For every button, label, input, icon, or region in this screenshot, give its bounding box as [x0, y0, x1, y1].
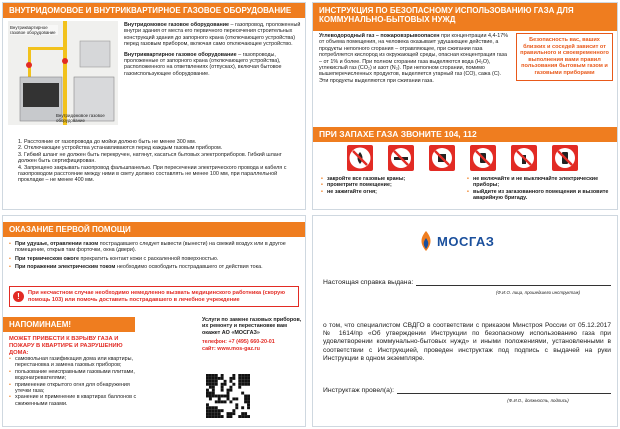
equipment-rules	[11, 139, 301, 184]
instruction-warning: Безопасность вас, ваших близких и соседей зависит от правильного и своевременного выполнения вами правил пользования бытовым газом и газовыми приборами	[516, 33, 613, 81]
instruction-panel	[312, 2, 618, 210]
reminder-title: НАПОМИНАЕМ!	[3, 317, 135, 332]
first-aid-alert: При несчастном случае необходимо немедленно вызвать медицинского работника (скорую помощь 103) или помочь доставить пострадавшего в лечебное учреждение	[28, 290, 286, 303]
definition-indoor-text: – газопроводы, проложенные от запорного крана (отключающего устройства), расположенного на ответвлениях (отпусках), включая бытовое газоиспользующее оборудование.	[124, 51, 282, 77]
first-aid-item-text: пострадавшего следует вывести (вынести) на свежий воздух или в другое помещение, открыв там форточки, окна (двери).	[15, 241, 286, 254]
instruction-title: ИНСТРУКЦИЯ ПО БЕЗОПАСНОМУ ИСПОЛЬЗОВАНИЮ ГАЗА ДЛЯ КОММУНАЛЬНО-БЫТОВЫХ НУЖД	[313, 3, 617, 31]
certificate-panel	[312, 215, 618, 427]
first-aid-item-title: При термическом ожоге	[15, 255, 79, 262]
instruction-text-body: при концентрации 4,4-17% от объема помещения, на человека оказывает удушающее действие, а продукты неполного сгорания – отравляющее, при сжигании газа потребляется кислород из окружающей среды, опасная концентрация газа – от 1% и более. При полном сгорании газа выделяются вода (H₂O), углекислый газ (CO₂) и азот (N₂). При неполном сгорании, помимо вышеперечисленных продуктов, выделяется угарный газ (CO), сажа (C). Эти продукты выделяются при сжигании газа.	[319, 33, 509, 84]
no-fire-icon	[347, 145, 373, 171]
reminder-item: • самовольная газификация дома или квартиры, перестановка и замена газовых приборов;	[9, 356, 139, 369]
no-smoking-icon	[388, 145, 414, 171]
first-aid-alert-box	[9, 286, 299, 307]
instructor-row	[323, 386, 611, 394]
definition-indoor	[124, 52, 302, 78]
diagram-label-inner: Внутриквартирное газовое оборудование	[10, 25, 58, 35]
gas-smell-action: • не зажигайте огня;	[321, 189, 461, 195]
no-socket-icon	[429, 145, 455, 171]
gas-smell-actions-right	[467, 176, 613, 202]
issued-row	[323, 278, 611, 286]
no-switch-icon	[470, 145, 496, 171]
first-aid-list	[9, 241, 301, 271]
qr-code-graphic	[206, 374, 250, 418]
issued-field[interactable]	[416, 278, 611, 286]
prohibition-icons	[313, 143, 618, 173]
reminder-item: • пользование неисправными газовыми плитами, водонагревателями;	[9, 369, 139, 382]
instructor-label: Инструктаж провел(а):	[323, 387, 395, 394]
equipment-definitions	[124, 22, 302, 77]
first-aid-item-title: При поражении электрическим током	[15, 264, 116, 271]
qr-code	[206, 374, 250, 418]
gas-smell-action: • выйдите из загазованного помещения и вызовите аварийную бригаду.	[467, 189, 613, 202]
gas-smell-action: • закройте все газовые краны;	[321, 176, 461, 182]
rule-item: 2. Отключающие устройства устанавливаются перед каждым газовым прибором.	[18, 145, 223, 152]
issued-label: Настоящая справка выдана:	[323, 279, 414, 286]
reminder-list	[9, 356, 139, 407]
services-info	[202, 317, 302, 352]
first-aid-item	[9, 241, 301, 254]
no-phone-icon	[552, 145, 578, 171]
issued-hint: (Ф.И.О. лица, прошедшего инструктаж)	[495, 290, 581, 295]
first-aid-panel	[2, 215, 306, 427]
alert-icon: !	[13, 291, 24, 302]
logo-text: МОСГАЗ	[437, 233, 495, 249]
definition-indoor-title: Внутриквартирное газовое оборудование	[124, 51, 237, 58]
first-aid-item	[9, 256, 301, 262]
definition-outdoor	[124, 22, 302, 48]
reminder-item: • хранение и применение в квартирах баллонов с сжиженными газами.	[9, 394, 139, 407]
gas-smell-action: • не включайте и не выключайте электрические приборы;	[467, 176, 613, 189]
first-aid-item-text: необходимо освободить пострадавшего от действия тока.	[115, 264, 263, 271]
instruction-text-bold: Углеводородный газ – пожаровзрывоопасен	[319, 33, 440, 39]
no-lighter-icon	[511, 145, 537, 171]
flame-icon	[418, 230, 434, 252]
gas-smell-actions-left	[321, 176, 461, 195]
services-text: Услуги по замене газовых приборов, их ремонту и перестановке вам окажет АО «МОСГАЗ»	[202, 317, 302, 336]
reminder-lead: МОЖЕТ ПРИВЕСТИ К ВЗРЫВУ ГАЗА И ПОЖАРУ В КВАРТИРЕ И РАЗРУШЕНИЮ ДОМА:	[9, 336, 123, 356]
first-aid-item	[9, 264, 301, 270]
equipment-title: ВНУТРИДОМОВОЕ И ВНУТРИКВАРТИРНОЕ ГАЗОВОЕ ОБОРУДОВАНИЕ	[3, 3, 305, 18]
gas-smell-title: ПРИ ЗАПАХЕ ГАЗА ЗВОНИТЕ 104, 112	[313, 127, 617, 142]
instructor-hint: (Ф.И.О., должность, подпись)	[507, 398, 569, 403]
rule-item: 4. Запрещено закрывать газопровод фальшпанелью. При пересечении электрического провода и кабеля с газопроводом расстояние между ними в свету должно составлять не менее 100 мм, при параллельной прокладке – не менее 400 мм.	[18, 164, 287, 184]
first-aid-item-title: При удушье, отравлении газом	[15, 241, 99, 247]
instructor-field[interactable]	[397, 386, 611, 394]
reminder-item: • применение открытого огня для обнаружения утечки газа;	[9, 382, 139, 395]
kitchen-diagram	[8, 21, 118, 125]
rule-item: 1. Расстояние от газопровода до мойки должно быть не менее 300 мм.	[18, 139, 197, 145]
services-site: сайт: www.mos-gaz.ru	[202, 345, 260, 352]
diagram-label-outer: Внутридомовое газовое оборудование	[56, 113, 105, 123]
certificate-body: о том, что специалистом СВДГО в соответствии с приказом Минстроя России от 05.12.2017 № 1614/пр «Об утверждении Инструкции по безопасному использованию газа при удовлетворении коммунально-бытовых нужд» и иными положениями, установленными в соответствии с Инструкцией, проведен инструктаж под подпись с выдачей на руки Инструкции в одном экземпляре.	[323, 322, 611, 362]
gas-smell-action: • проветрите помещение;	[321, 182, 461, 188]
services-phone: телефон: +7 (495) 660-20-01	[202, 339, 275, 346]
rule-item: 3. Гибкий шланг не должен быть перекручен, натянут, касаться бытовых электроприборов. Гибкий шланг должен быть сертифицирован.	[18, 151, 282, 165]
definition-outdoor-text: – газопровод, проложенный внутри здания от места его первичного пересечения строительных конструкций здания до запорного крана (отключающего устройства) перед газовым прибором, включая само отключающее устройство.	[124, 22, 301, 48]
instruction-text	[319, 33, 511, 84]
definition-outdoor-title: Внутридомовое газовое оборудование	[124, 22, 230, 28]
mosgaz-logo	[418, 228, 494, 254]
first-aid-title: ОКАЗАНИЕ ПЕРВОЙ ПОМОЩИ	[3, 222, 305, 237]
kitchen-illustration	[8, 21, 118, 125]
first-aid-item-text: прекратить контакт кожи с раскаленной поверхностью.	[78, 255, 219, 262]
equipment-panel	[2, 2, 306, 210]
